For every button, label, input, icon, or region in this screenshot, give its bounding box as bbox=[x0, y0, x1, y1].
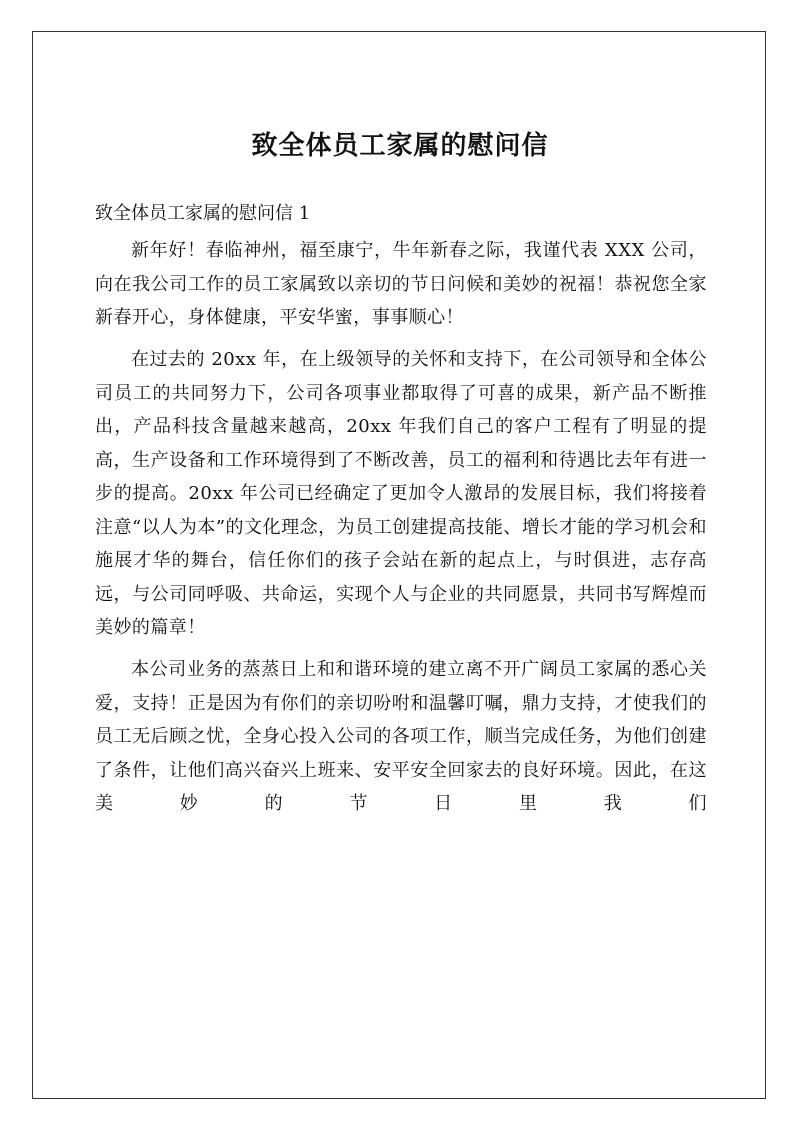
document-title: 致全体员工家属的慰问信 bbox=[251, 131, 549, 161]
paragraph-greeting: 新年好！春临神州，福至康宁，牛年新春之际，我谨代表 XXX 公司，向在我公司工作的员工家属致以亲切的节日问候和美妙的祝福！恭祝您全家新春开心，身体健康，平安华蜜，事事顺心！ bbox=[95, 240, 707, 328]
paragraph-gratitude: 本公司业务的蒸蒸日上和和谐环境的建立离不开广阔员工家属的悉心关爱，支持！正是因为有你们的亲切吩咐和温馨叮嘱，鼎力支持，才使我们的员工无后顾之忧，全身心投入公司的各项工作，顺当完成任务，为他们创建了条件，让他们高兴奋兴上班来、安平安全回家去的良好环境。因此，在这美妙的节日里我们 bbox=[95, 659, 707, 814]
letter-body bbox=[95, 234, 707, 829]
letter-heading: 致全体员工家属的慰问信 1 bbox=[95, 203, 311, 224]
paragraph-review: 在过去的 20xx 年，在上级领导的关怀和支持下，在公司领导和全体公司员工的共同努力下，公司各项事业都取得了可喜的成果，新产品不断推出，产品科技含量越来越高，20xx 年我们自己的客户工程有了明显的提高，生产设备和工作环境得到了不断改善，员工的福利和待遇比去年有进一步的提高。20xx 年公司已经确定了更加令人激昂的发展目标，我们将接着注意“以人为本”的文化理念，为员工创建提高技能、增长才能的学习机会和施展才华的舞台，信任你们的孩子会站在新的起点上，与时俱进，志存高远，与公司同呼吸、共命运，实现个人与企业的共同愿景，共同书写辉煌而美妙的篇章！ bbox=[95, 349, 707, 638]
